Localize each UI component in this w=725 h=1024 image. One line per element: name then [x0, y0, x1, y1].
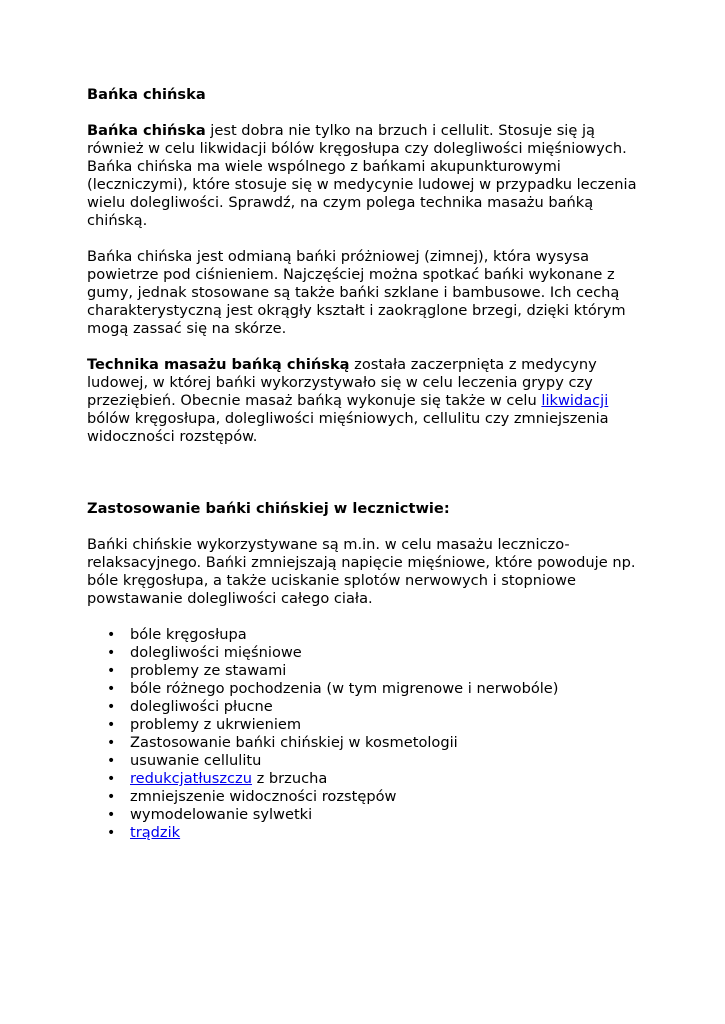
intro-paragraph: [87, 122, 647, 230]
list-item: • problemy ze stawami: [130, 662, 647, 680]
list-item: • zmniejszenie widoczności rozstępów: [130, 788, 647, 806]
tradzik-link[interactable]: trądzik: [130, 824, 181, 841]
technique-paragraph: [87, 356, 647, 446]
document-page: [87, 86, 647, 842]
list-item: • bóle różnego pochodzenia (w tym migrenowe i nerwobóle): [130, 680, 647, 698]
intro-bold-term: Bańka chińska: [87, 122, 206, 139]
technique-text-before: została zaczerpnięta z medycyny ludowej, w której bańki wykorzystywało się w celu leczenia grypy czy przeziębień. Obecnie masaż bańką wykonuje się także w celu: [87, 356, 597, 409]
list-item: • usuwanie cellulitu: [130, 752, 647, 770]
list-item: • dolegliwości płucne: [130, 698, 647, 716]
list-item: • problemy z ukrwieniem: [130, 716, 647, 734]
section-heading: Zastosowanie bańki chińskiej w lecznictwie:: [87, 500, 450, 517]
list-item: • wymodelowanie sylwetki: [130, 806, 647, 824]
applications-list: [87, 626, 647, 842]
usage-paragraph: Bańki chińskie wykorzystywane są m.in. w celu masażu leczniczo-relaksacyjnego. Bańki zmniejszają napięcie mięśniowe, które powoduje np. bóle kręgosłupa, a także uciskanie splotów nerwowych i stopniowe powstawanie dolegliwości całego ciała.: [87, 536, 636, 607]
list-item: • dolegliwości mięśniowe: [130, 644, 647, 662]
list-item: • redukcjatłuszczu z brzucha: [130, 770, 647, 788]
document-title: Bańka chińska: [87, 86, 206, 103]
redukcja-tluszczu-link[interactable]: redukcjatłuszczu: [130, 770, 252, 787]
list-item: • Zastosowanie bańki chińskiej w kosmetologii: [130, 734, 647, 752]
likwidacji-link[interactable]: likwidacji: [541, 392, 609, 409]
technique-text-after: bólów kręgosłupa, dolegliwości mięśniowych, cellulitu czy zmniejszenia widoczności rozstępów.: [87, 410, 609, 445]
intro-text: jest dobra nie tylko na brzuch i cellulit. Stosuje się ją również w celu likwidacji bólów kręgosłupa czy dolegliwości mięśniowych. Bańka chińska ma wiele wspólnego z bańkami akupunkturowymi (leczniczymi), które stosuje się w medycynie ludowej w przypadku leczenia wielu dolegliwości. Sprawdź, na czym polega technika masażu bańką chińską.: [87, 122, 637, 229]
list-item: [130, 824, 647, 842]
description-paragraph: Bańka chińska jest odmianą bańki próżniowej (zimnej), która wysysa powietrze pod ciśnieniem. Najczęściej można spotkać bańki wykonane z gumy, jednak stosowane są także bańki szklane i bambusowe. Ich cechą charakterystyczną jest okrągły kształt i zaokrąglone brzegi, dzięki którym mogą zassać się na skórze.: [87, 248, 626, 337]
technique-bold-term: Technika masażu bańką chińską: [87, 356, 350, 373]
list-item: • bóle kręgosłupa: [130, 626, 647, 644]
